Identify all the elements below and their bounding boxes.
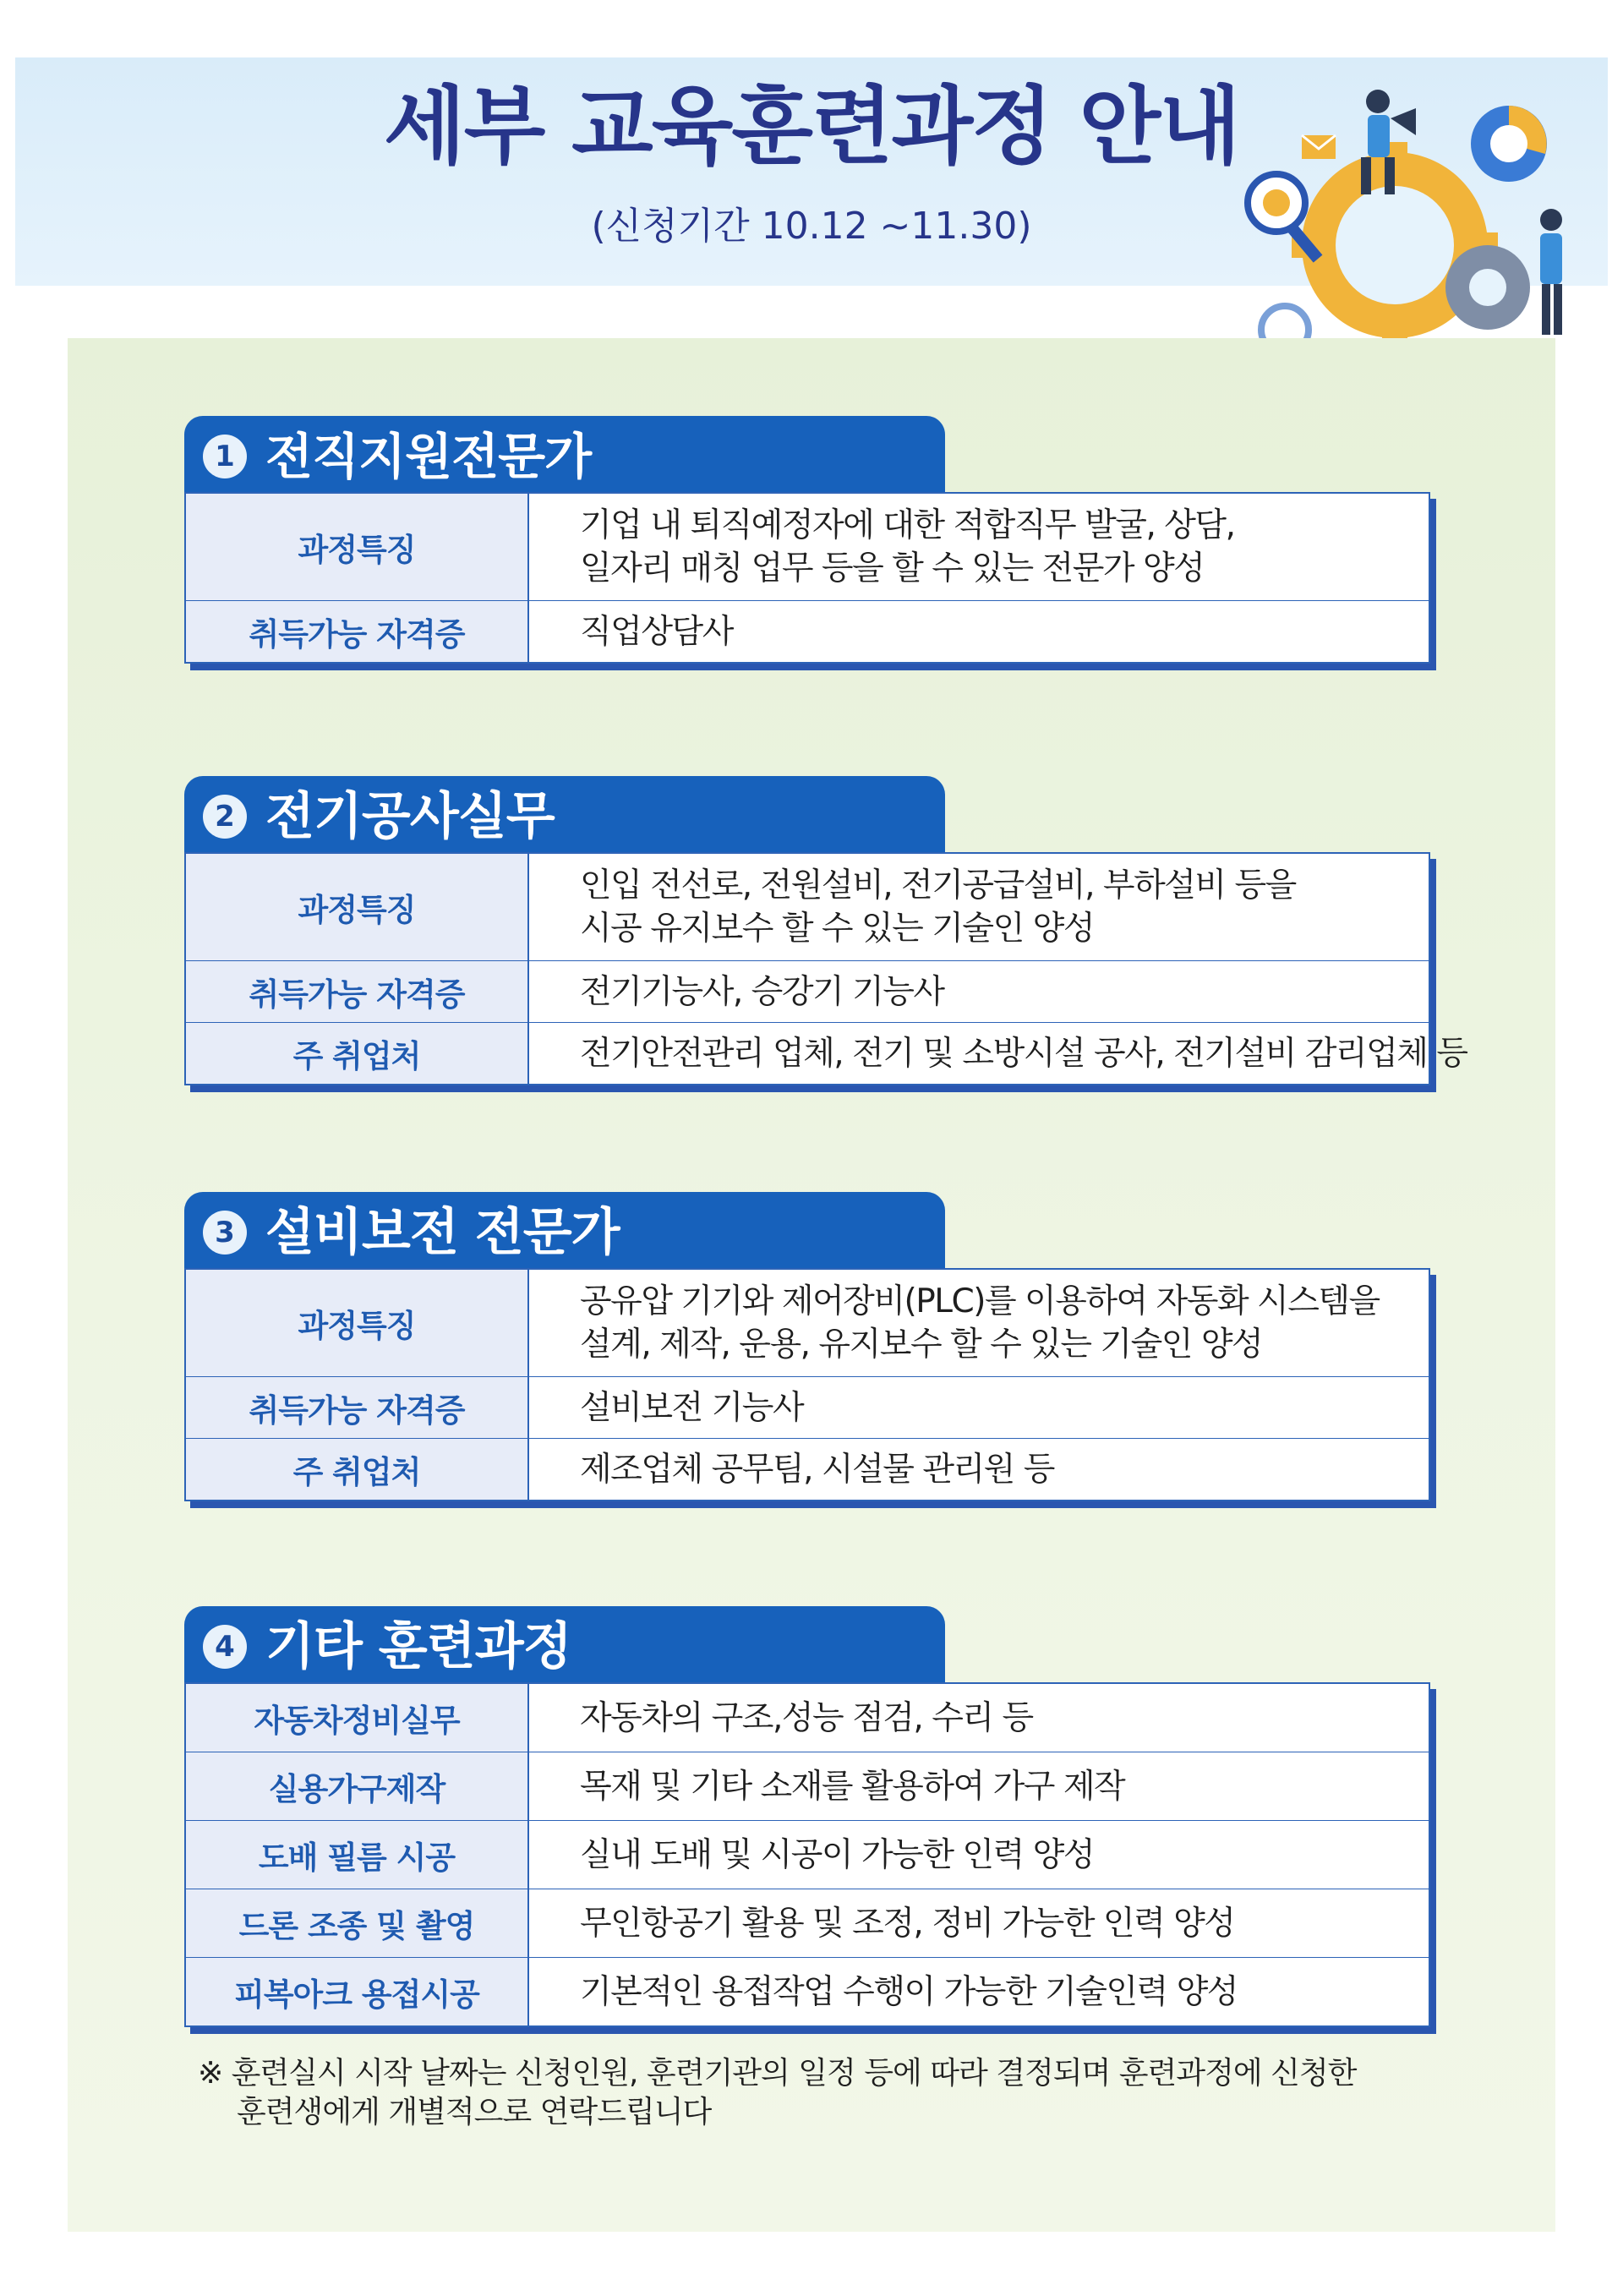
row-value (529, 1270, 1429, 1376)
page-title: 세부 교육훈련과정 안내 (384, 77, 1239, 176)
table-row (186, 960, 1429, 1022)
section-title: 전직지원전문가 (265, 428, 592, 485)
value-line: 기본적인 용접작업 수행이 가능한 기술인력 양성 (580, 1972, 1238, 2011)
value-line: 공유압 기기와 제어장비(PLC)를 이용하여 자동화 시스템을 (580, 1282, 1380, 1320)
small-gear-icon (1445, 245, 1530, 330)
value-line: 실내 도배 및 시공이 가능한 인력 양성 (580, 1835, 1094, 1874)
row-value (529, 1821, 1429, 1889)
value-line: 제조업체 공무팀, 시설물 관리원 등 (580, 1450, 1054, 1489)
table-row (186, 1270, 1429, 1376)
row-value (529, 1684, 1429, 1752)
row-value (529, 1752, 1429, 1820)
table-row (186, 1752, 1429, 1820)
row-value (529, 1023, 1476, 1084)
footnote-line: 훈련생에게 개별적으로 연락드립니다 (237, 2095, 712, 2129)
row-label: 주 취업처 (186, 1439, 529, 1500)
row-label: 과정특징 (186, 854, 529, 960)
row-label: 과정특징 (186, 1270, 529, 1376)
section-header (184, 1192, 945, 1273)
course-info-table (184, 852, 1467, 1085)
row-value (529, 494, 1429, 600)
value-line: 일자리 매칭 업무 등을 할 수 있는 전문가 양성 (580, 549, 1205, 588)
pie-chart-icon (1471, 106, 1547, 182)
table-row (186, 1957, 1429, 2025)
row-label: 주 취업처 (186, 1023, 529, 1084)
section-header (184, 416, 945, 497)
table-row (186, 1438, 1429, 1500)
value-line: 자동차의 구조,성능 점검, 수리 등 (580, 1698, 1033, 1737)
row-value (529, 1958, 1429, 2025)
footnote-line: ※ 훈련실시 시작 날짜는 신청인원, 훈련기관의 일정 등에 따라 결정되며 훈련과정에 신청한 (198, 2056, 1357, 2091)
value-line: 인입 전선로, 전원설비, 전기공급설비, 부하설비 등을 (580, 866, 1296, 905)
value-line: 목재 및 기타 소재를 활용하여 가구 제작 (580, 1767, 1125, 1806)
footnote (198, 2054, 1356, 2132)
gears-people-illustration (1234, 76, 1589, 364)
value-line: 전기안전관리 업체, 전기 및 소방시설 공사, 전기설비 감리업체 등 (580, 1034, 1467, 1073)
row-label: 과정특징 (186, 494, 529, 600)
table-row (186, 1820, 1429, 1889)
envelope-icon (1302, 135, 1336, 159)
row-value (529, 1889, 1429, 1957)
section-title: 전기공사실무 (265, 787, 555, 846)
table-row (186, 1889, 1429, 1957)
value-line: 기업 내 퇴직예정자에 대한 적합직무 발굴, 상담, (580, 506, 1235, 544)
section-number-badge: 2 (203, 795, 247, 839)
row-value (529, 1377, 1429, 1438)
row-label: 피복아크 용접시공 (186, 1958, 529, 2025)
row-label: 취득가능 자격증 (186, 601, 529, 662)
row-label: 도배 필름 시공 (186, 1821, 529, 1889)
value-line: 설계, 제작, 운용, 유지보수 할 수 있는 기술인 양성 (580, 1326, 1263, 1364)
section-header (184, 1606, 945, 1687)
row-label: 드론 조종 및 촬영 (186, 1889, 529, 1957)
course-info-table (184, 1682, 1430, 2027)
row-value (529, 601, 1429, 662)
value-line: 시공 유지보수 할 수 있는 기술인 양성 (580, 910, 1094, 948)
course-info-table (184, 1268, 1430, 1501)
value-line: 무인항공기 활용 및 조정, 정비 가능한 인력 양성 (580, 1904, 1235, 1943)
table-row (186, 1376, 1429, 1438)
row-label: 취득가능 자격증 (186, 961, 529, 1022)
value-line: 직업상담사 (580, 612, 733, 651)
section-title: 설비보전 전문가 (265, 1203, 620, 1262)
row-value (529, 961, 1429, 1022)
row-value (529, 1439, 1429, 1500)
value-line: 전기기능사, 승강기 기능사 (580, 972, 944, 1011)
row-label: 자동차정비실무 (186, 1684, 529, 1752)
person-standing-icon (1540, 209, 1562, 335)
section-number-badge: 3 (203, 1211, 247, 1255)
row-label: 실용가구제작 (186, 1752, 529, 1820)
table-row (186, 1684, 1429, 1752)
value-line: 설비보전 기능사 (580, 1388, 804, 1427)
table-row (186, 854, 1429, 960)
table-row (186, 1022, 1467, 1084)
table-row (186, 494, 1429, 600)
row-value (529, 854, 1429, 960)
section-number-badge: 1 (203, 435, 247, 478)
row-label: 취득가능 자격증 (186, 1377, 529, 1438)
application-period: (신청기간 10.12 ~11.30) (591, 205, 1032, 248)
section-title: 기타 훈련과정 (265, 1617, 571, 1676)
course-info-table (184, 492, 1430, 664)
section-number-badge: 4 (203, 1625, 247, 1669)
table-row (186, 600, 1429, 662)
section-header (184, 776, 945, 857)
